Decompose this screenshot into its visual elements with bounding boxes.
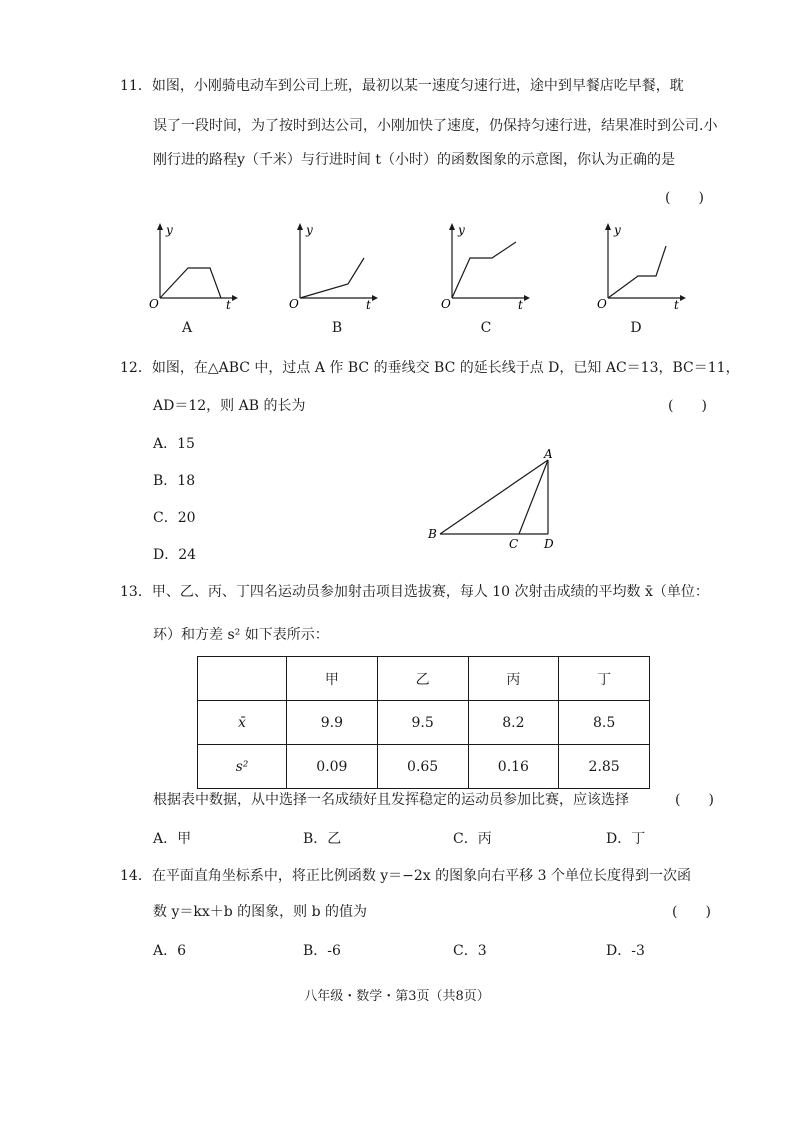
graph-d-y: y — [614, 223, 621, 237]
table-cell: 0.65 — [377, 745, 468, 789]
q12-answer-bracket: ( ) — [668, 398, 707, 414]
table-cell: 8.5 — [559, 701, 650, 745]
table-cell: 2.85 — [559, 745, 650, 789]
stats-table — [197, 656, 650, 789]
graph-a-t: t — [226, 298, 231, 310]
graph-a-y: y — [166, 223, 173, 237]
graph-b — [288, 218, 380, 310]
graph-b-label: B — [331, 320, 343, 336]
table-row — [198, 701, 650, 745]
q12-line-1: 12．如图，在△ABC 中，过点 A 作 BC 的垂线交 BC 的延长线于点 D，已知 AC＝13，BC＝11， — [120, 360, 740, 376]
graph-c-t: t — [518, 298, 523, 310]
q13-option-a: A．甲 — [153, 831, 192, 847]
q13-after-line: 根据表中数据，从中选择一名成绩好且发挥稳定的运动员参加比赛，应该选择 — [153, 792, 629, 808]
table-cell: 8.2 — [468, 701, 559, 745]
q14-option-b: B．-6 — [303, 943, 341, 959]
point-b-label: B — [428, 527, 437, 541]
q11-line-1: 11．如图，小刚骑电动车到公司上班，最初以某一速度匀速行进，途中到早餐店吃早餐，耽 — [120, 78, 684, 94]
q13-line-1: 13．甲、乙、丙、丁四名运动员参加射击项目选拔赛，每人 10 次射击成绩的平均数 x̄（单位： — [120, 584, 709, 600]
q14-option-a: A．6 — [153, 943, 187, 959]
page-footer: 八年级・数学・第3页（共8页） — [304, 989, 490, 1004]
q13-line-2: 环）和方差 s² 如下表所示： — [153, 627, 329, 643]
q13-option-d: D．丁 — [606, 831, 646, 847]
point-a-label: A — [544, 447, 553, 461]
q11-answer-bracket: ( ) — [665, 190, 704, 206]
q12-option-b: B．18 — [153, 473, 196, 489]
table-row-label: x̄ — [198, 701, 287, 745]
triangle-figure — [420, 444, 570, 556]
table-header-cell: 甲 — [287, 657, 378, 701]
table-header-cell: 丁 — [559, 657, 650, 701]
table-cell: 9.9 — [287, 701, 378, 745]
graph-c-label: C — [480, 320, 492, 336]
graph-a-label: A — [181, 320, 193, 336]
q12-option-c: C．20 — [153, 510, 196, 526]
table-header-cell: 丙 — [468, 657, 559, 701]
q11-line-3: 刚行进的路程y（千米）与行进时间 t（小时）的函数图象的示意图，你认为正确的是 — [153, 152, 675, 168]
q12-line-2: AD＝12，则 AB 的长为 — [153, 398, 306, 414]
table-cell: 9.5 — [377, 701, 468, 745]
q13-option-c: C．丙 — [453, 831, 492, 847]
graph-d-label: D — [630, 320, 642, 336]
graph-b-t: t — [366, 298, 371, 310]
table-header-row — [198, 657, 650, 701]
table-header-cell — [198, 657, 287, 701]
graph-d-t: t — [674, 298, 679, 310]
table-header-cell: 乙 — [377, 657, 468, 701]
q12-option-d: D．24 — [153, 547, 197, 563]
graph-a-origin: O — [149, 297, 159, 310]
graph-c — [440, 218, 532, 310]
graph-b-origin: O — [289, 297, 299, 310]
point-d-label: D — [544, 537, 554, 551]
table-row-label: s² — [198, 745, 287, 789]
graph-d-origin: O — [597, 297, 607, 310]
table-row — [198, 745, 650, 789]
q11-line-2: 误了一段时间，为了按时到达公司，小刚加快了速度，仍保持匀速行进，结果准时到公司.小 — [153, 118, 718, 134]
q13-option-b: B．乙 — [303, 831, 342, 847]
q14-answer-bracket: ( ) — [672, 904, 711, 920]
point-c-label: C — [509, 537, 519, 551]
graph-d — [596, 218, 688, 310]
graph-c-y: y — [458, 223, 465, 237]
graph-a — [148, 218, 240, 310]
q14-line-1: 14．在平面直角坐标系中，将正比例函数 y＝−2x 的图象向右平移 3 个单位长度得到一次函 — [120, 868, 691, 884]
graph-c-origin: O — [441, 297, 451, 310]
graph-b-y: y — [306, 223, 313, 237]
q12-option-a: A．15 — [153, 436, 195, 452]
q14-line-2: 数 y＝kx＋b 的图象，则 b 的值为 — [153, 904, 368, 920]
table-cell: 0.16 — [468, 745, 559, 789]
q14-option-c: C．3 — [453, 943, 487, 959]
q14-option-d: D．-3 — [606, 943, 645, 959]
table-cell: 0.09 — [287, 745, 378, 789]
q13-answer-bracket: ( ) — [675, 792, 714, 808]
